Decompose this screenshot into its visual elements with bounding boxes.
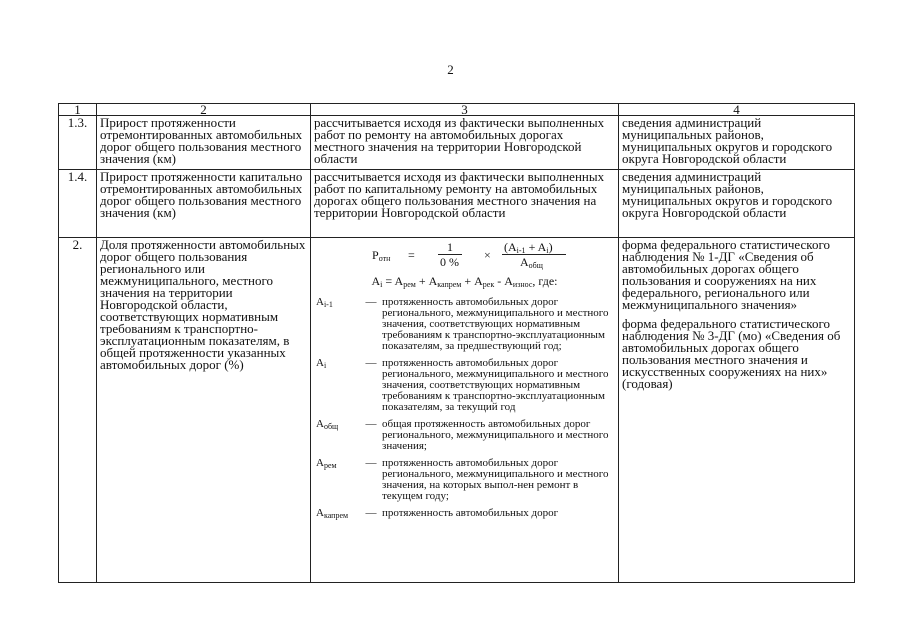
definition-text: протяженность автомобильных дорог регионального, межмуниципального и местного значения, на которых выпол-нен ремонт в текущем году; xyxy=(382,457,609,502)
definitions-list xyxy=(314,297,615,527)
row-number: 1.4. xyxy=(59,170,97,238)
col-header-1: 1 xyxy=(59,104,97,116)
definition-text: общая протяженность автомобильных дорог регионального, межмуниципального и местного значения; xyxy=(382,418,609,452)
formula-zero-pct: 0 % xyxy=(440,255,459,269)
formula-p-otn xyxy=(314,239,615,273)
table-row xyxy=(59,170,855,238)
indicator-cell: Прирост протяженности капитально отремонтированных автомобильных дорог общего пользования местного значения (км) xyxy=(97,170,311,238)
indicators-table xyxy=(58,103,855,583)
definition-symbol: $A_{рем}$ xyxy=(316,457,337,470)
list-item xyxy=(314,458,615,508)
fraction-bar-2 xyxy=(502,254,566,255)
definition-dash: — xyxy=(365,296,377,308)
definition-dash: — xyxy=(365,357,377,369)
formula-ai: $A_i = A_{рем} + A_{капрем} + A_{рек} - A_{износ}$, где: xyxy=(371,274,558,289)
list-item xyxy=(314,419,615,458)
definition-dash: — xyxy=(365,418,377,430)
page-number: 2 xyxy=(447,62,454,77)
formula-denominator: $A_{общ}$ xyxy=(520,255,543,270)
indicator-cell: Прирост протяженности отремонтированных автомобильных дорог общего пользования местного значения (км) xyxy=(97,116,311,170)
method-cell xyxy=(311,238,619,583)
definition-text: протяженность автомобильных дорог регионального, межмуниципального и местного значения, соответствующих нормативным требованиям к транспортно-эксплуатационным показателям, за предшествующий год; xyxy=(382,296,609,352)
definition-symbol: $A_{общ}$ xyxy=(316,418,339,431)
formula-one: 1 xyxy=(447,240,453,254)
list-item xyxy=(314,358,615,419)
col-header-4: 4 xyxy=(619,104,855,116)
indicator-cell: Доля протяженности автомобильных дорог общего пользования регионального или межмуниципального, местного значения на территории Новгородской области, соответствующих нормативным требованиям к транспортно-эксплуатационным показателям, в общей протяженности указанных автомобильных дорог (%) xyxy=(97,238,311,583)
col-header-3: 3 xyxy=(311,104,619,116)
definition-text: протяженность автомобильных дорог регионального, межмуниципального и местного значения, соответствующих нормативным требованиям к транспортно-эксплуатационным показателям, за текущий год xyxy=(382,357,609,413)
list-item xyxy=(314,297,615,358)
source-cell: сведения администраций муниципальных районов, муниципальных округов и городского округа Новгородской области xyxy=(619,170,855,238)
formula-times: × xyxy=(484,248,491,262)
table-row xyxy=(59,238,855,583)
definition-dash: — xyxy=(365,457,377,469)
definition-text: протяженность автомобильных дорог xyxy=(382,507,559,519)
table-row xyxy=(59,116,855,170)
definition-dash: — xyxy=(365,507,377,519)
source-cell: сведения администраций муниципальных районов, муниципальных округов и городского округа Новгородской области xyxy=(619,116,855,170)
table-header-row xyxy=(59,104,855,116)
formula-eq: = xyxy=(408,248,415,262)
list-item xyxy=(314,508,615,527)
method-cell: рассчитывается исходя из фактически выполненных работ по ремонту на автомобильных дорогах местного значения на территории Новгородской области xyxy=(311,116,619,170)
source-paragraph-1: форма федерального статистического наблюдения № 1-ДГ «Сведения об автомобильных дорогах общего пользования и сооружениях на них федерального, регионального или межмуниципального значения» xyxy=(622,237,830,312)
formula-numerator: $(A_{i-1} + A_i)$ xyxy=(504,240,553,255)
definition-symbol: $A_{i-1}$ xyxy=(316,296,333,309)
definition-symbol: $A_i$ xyxy=(316,357,327,370)
row-number: 1.3. xyxy=(59,116,97,170)
formula-block xyxy=(314,239,615,527)
row-number: 2. xyxy=(59,238,97,583)
source-paragraph-2: форма федерального статистического наблюдения № 3-ДГ (мо) «Сведения об автомобильных дорогах общего пользования местного значения и искусственных сооружениях на них» (годовая) xyxy=(622,316,841,391)
col-header-2: 2 xyxy=(97,104,311,116)
source-cell xyxy=(619,238,855,583)
definition-symbol: $A_{капрем}$ xyxy=(316,507,349,520)
method-cell: рассчитывается исходя из фактически выполненных работ по капитальному ремонту на автомобильных дорогах общего пользования местного значения на территории Новгородской области xyxy=(311,170,619,238)
formula-p: $P_{отн}$ xyxy=(372,248,391,263)
